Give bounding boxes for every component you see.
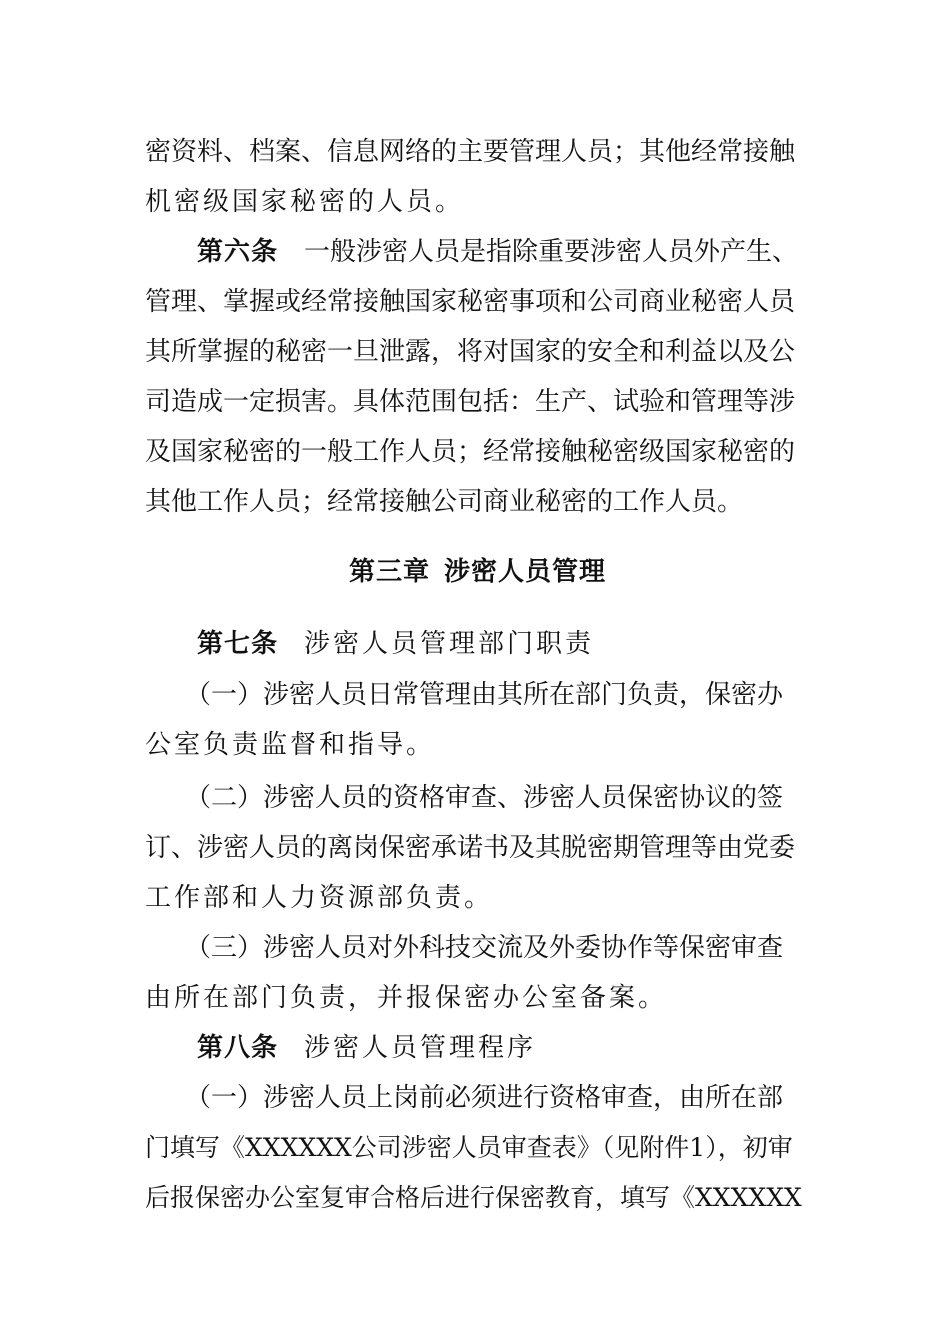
line-text: 由所在部门负责，并报保密办公室备案。: [145, 983, 668, 1013]
paragraph-line: [145, 427, 795, 477]
paragraph-line: [145, 973, 667, 1023]
line-text: 订、涉密人员的离岗保密承诺书及其脱密期管理等由党委: [145, 833, 796, 863]
line-text: 涉密人员管理程序: [304, 1033, 537, 1063]
paragraph-line: [145, 823, 795, 873]
paragraph-line: [145, 277, 795, 327]
paragraph-line: [185, 923, 783, 973]
paragraph-line: [145, 127, 795, 177]
line-text: （一）涉密人员上岗前必须进行资格审查，由所在部: [185, 1083, 784, 1113]
line-text: 其他工作人员；经常接触公司商业秘密的工作人员。: [145, 487, 744, 517]
line-text: 管理、掌握或经常接触国家秘密事项和公司商业秘密人员: [145, 287, 796, 317]
paragraph-line: [145, 377, 795, 427]
line-text: 涉密人员管理部门职责: [304, 629, 595, 659]
line-text: （三）涉密人员对外科技交流及外委协作等保密审查: [185, 933, 784, 963]
paragraph-line: [145, 873, 493, 923]
article-8-label: 第八条: [197, 1033, 279, 1063]
article-7-line: [197, 619, 594, 669]
line-text: 及国家秘密的一般工作人员；经常接触秘密级国家秘密的: [145, 437, 796, 467]
article-6-line: [197, 227, 798, 277]
line-text: 公室负责监督和指导。: [145, 730, 436, 760]
line-text: （二）涉密人员的资格审查、涉密人员保密协议的签: [185, 783, 784, 813]
article-7-label: 第七条: [197, 629, 279, 659]
paragraph-line: [145, 720, 435, 770]
line-text: 工作部和人力资源部负责。: [145, 883, 494, 913]
line-text: （一）涉密人员日常管理由其所在部门负责，保密办: [185, 680, 784, 710]
article-6-label: 第六条: [197, 237, 279, 267]
line-text: 其所掌握的秘密一旦泄露，将对国家的安全和利益以及公: [145, 337, 796, 367]
paragraph-line: [145, 177, 464, 227]
line-text: 门填写《XXXXXX公司涉密人员审查表》（见附件1），初审: [145, 1133, 793, 1162]
article-8-line: [197, 1023, 536, 1073]
paragraph-line: [185, 773, 783, 823]
paragraph-line: [145, 1123, 793, 1173]
paragraph-line: [145, 327, 795, 377]
document-body: [145, 127, 810, 1227]
line-text: 机密级国家秘密的人员。: [145, 187, 465, 217]
chapter-heading: [145, 547, 810, 597]
paragraph-line: [185, 1073, 783, 1123]
chapter-number: 第三章: [348, 557, 430, 587]
line-text: 司造成一定损害。具体范围包括：生产、试验和管理等涉: [145, 387, 796, 417]
chapter-title: 涉密人员管理: [444, 557, 607, 587]
paragraph-line: [145, 477, 743, 527]
paragraph-line: [185, 670, 783, 720]
line-text: 密资料、档案、信息网络的主要管理人员；其他经常接触: [145, 137, 796, 167]
line-text: 一般涉密人员是指除重要涉密人员外产生、: [304, 237, 799, 267]
line-text: 后报保密办公室复审合格后进行保密教育，填写《XXXXXX: [145, 1183, 802, 1212]
paragraph-line: [145, 1173, 802, 1223]
